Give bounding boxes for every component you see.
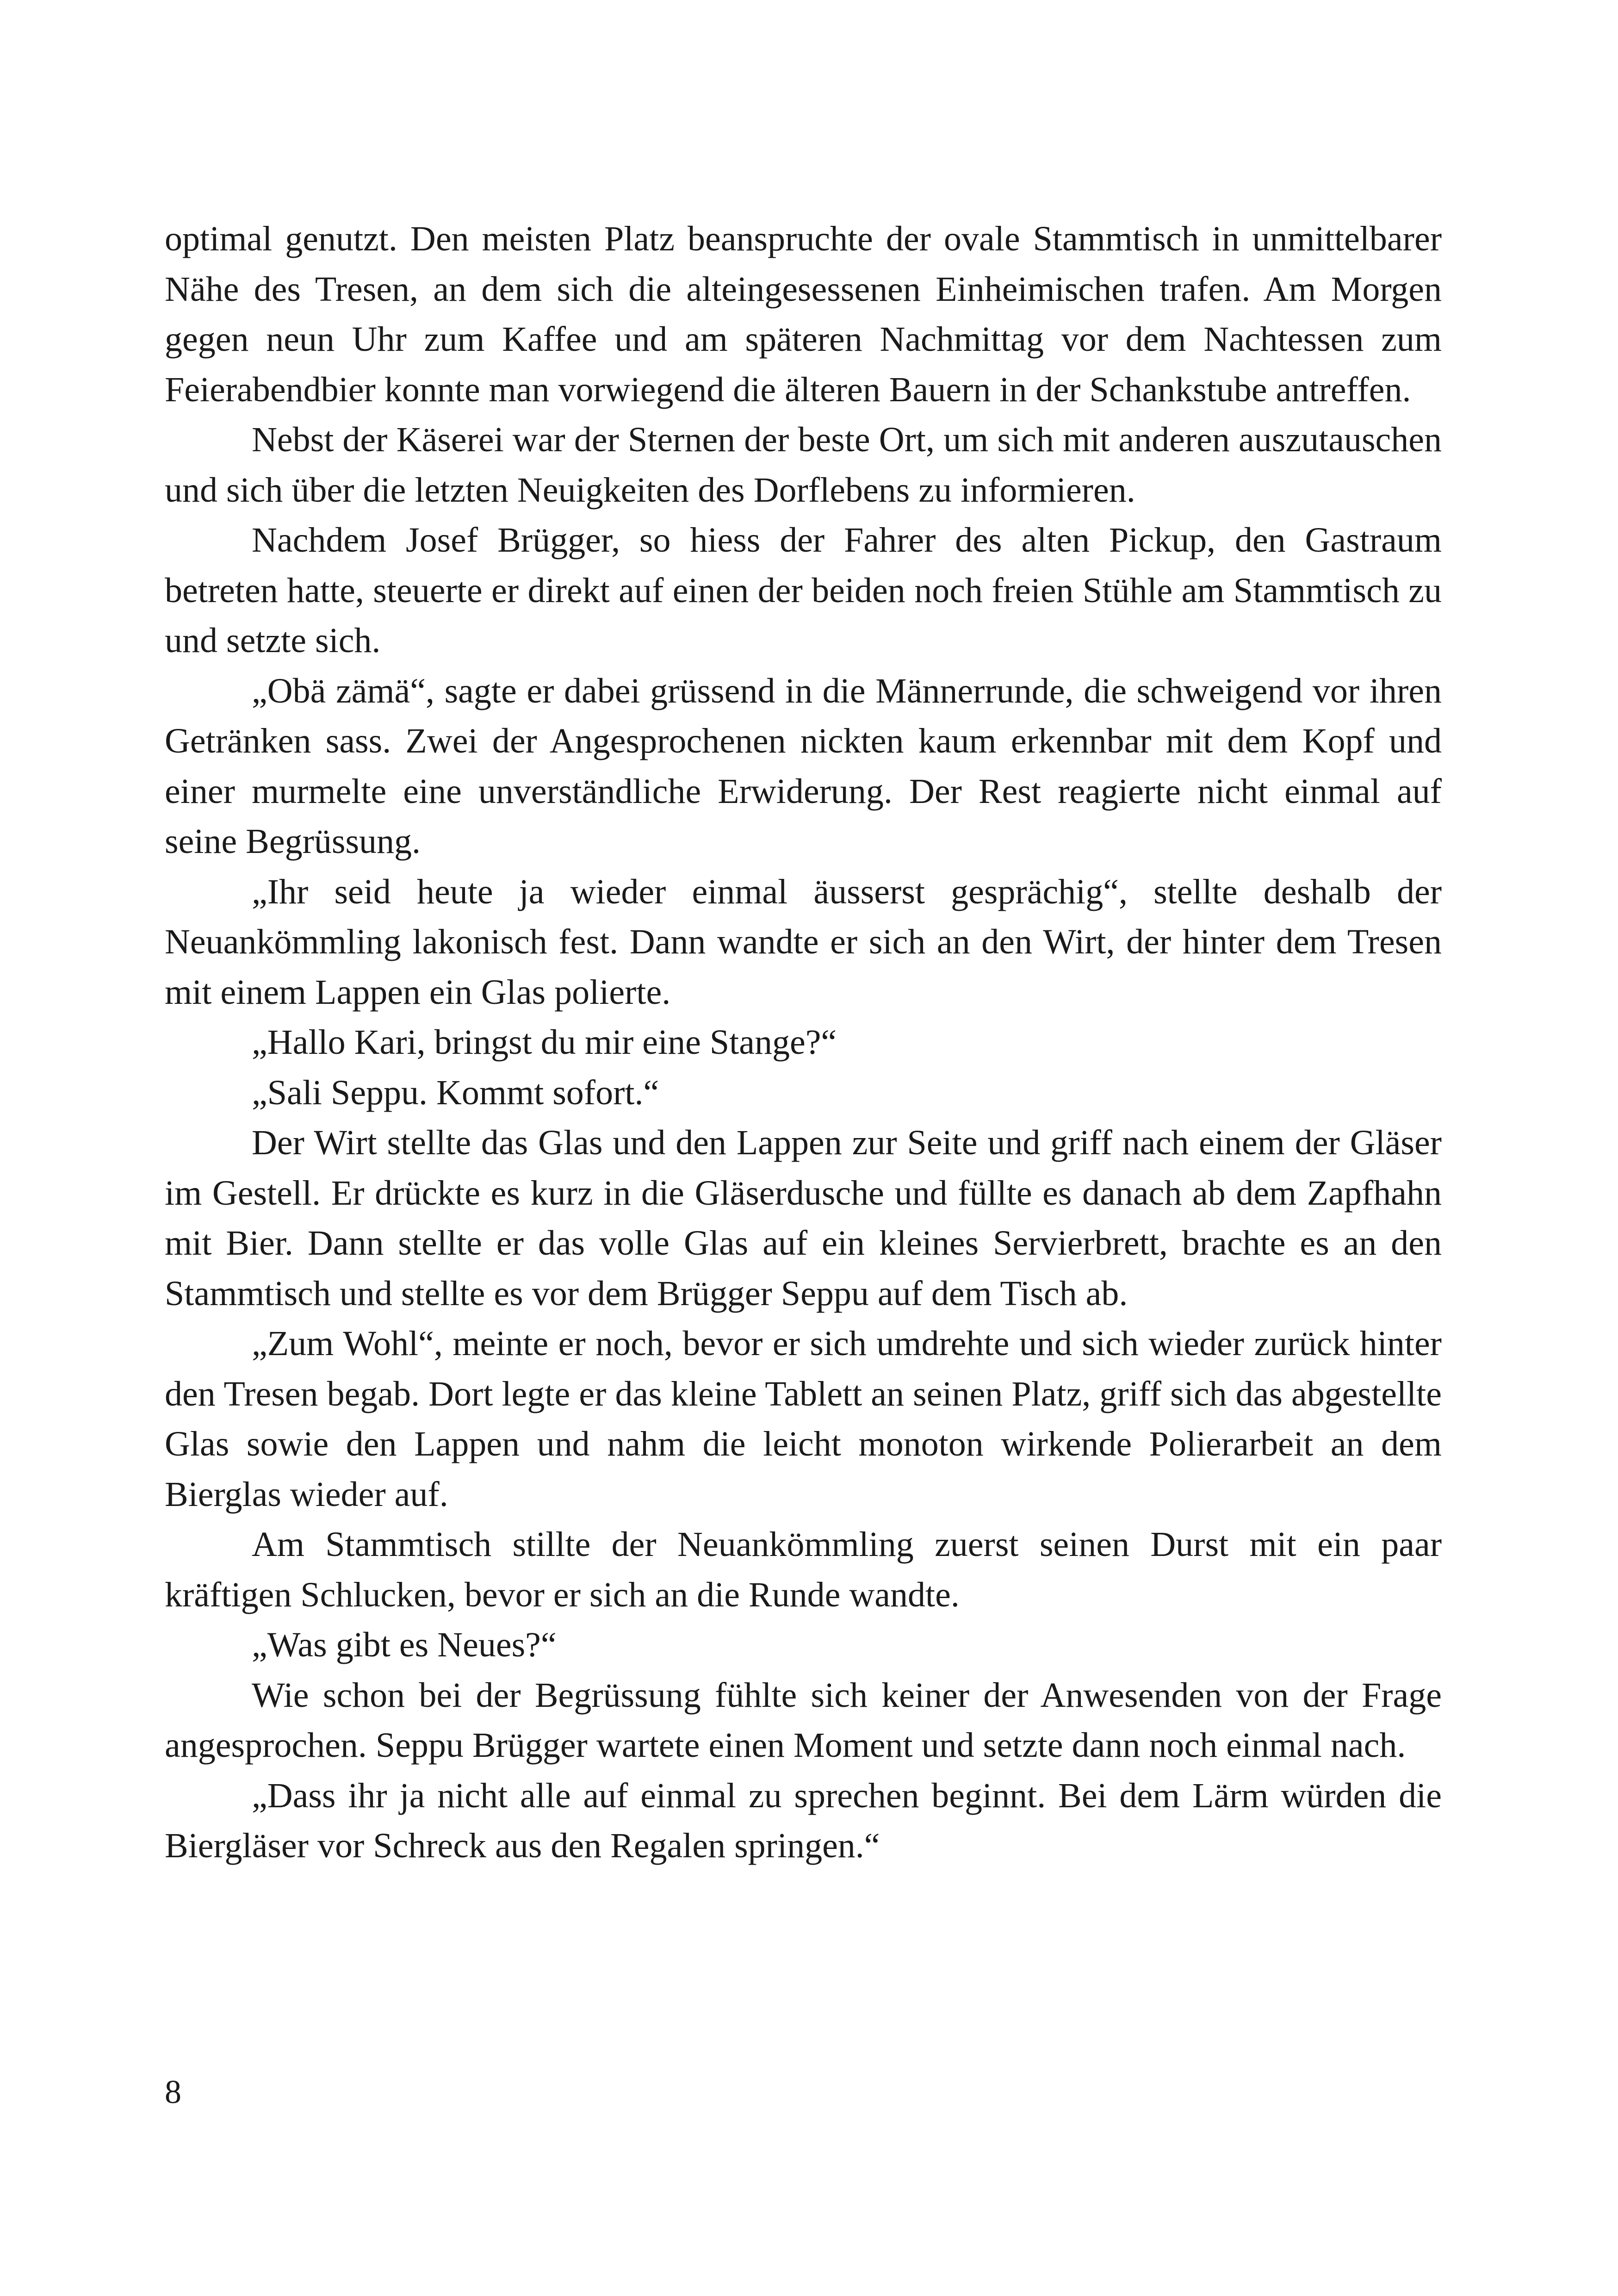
paragraph: optimal genutzt. Den meisten Platz beanspruchte der ovale Stammtisch in unmittelbarer Nähe des Tresen, an dem sich die alteingesessenen Einheimischen trafen. Am Morgen gegen neun Uhr zum Kaffee und am späteren Nachmittag vor dem Nachtessen zum Feierabendbier konnte man vorwiegend die älteren Bauern in der Schankstube antreffen. (165, 219, 1442, 409)
body-text (165, 214, 1442, 1871)
paragraph: „Dass ihr ja nicht alle auf einmal zu sprechen beginnt. Bei dem Lärm würden die Biergläser vor Schreck aus den Regalen springen.“ (165, 1776, 1442, 1865)
paragraph: „Zum Wohl“, meinte er noch, bevor er sich umdrehte und sich wieder zurück hinter den Tresen begab. Dort legte er das kleine Tablett an seinen Platz, griff sich das abgestellte Glas sowie den Lappen und nahm die leicht monoton wirkende Polierarbeit an dem Bierglas wieder auf. (165, 1324, 1442, 1514)
paragraph: „Ihr seid heute ja wieder einmal äusserst gesprächig“, stellte deshalb der Neuankömmling lakonisch fest. Dann wandte er sich an den Wirt, der hinter dem Tresen mit einem Lappen ein Glas polierte. (165, 872, 1442, 1012)
page-number: 8 (165, 2073, 181, 2110)
paragraph: „Obä zämä“, sagte er dabei grüssend in die Männerrunde, die schweigend vor ihren Getränken sass. Zwei der Angesprochenen nickten kaum erkennbar mit dem Kopf und einer murmelte eine unverständliche Erwiderung. Der Rest reagierte nicht einmal auf seine Begrüssung. (165, 671, 1442, 861)
paragraph: Wie schon bei der Begrüssung fühlte sich keiner der Anwesenden von der Frage angesprochen. Seppu Brügger wartete einen Moment und setzte dann noch einmal nach. (165, 1675, 1442, 1765)
paragraph: Der Wirt stellte das Glas und den Lappen zur Seite und griff nach einem der Gläser im Gestell. Er drückte es kurz in die Gläserdusche und füllte es danach ab dem Zapfhahn mit Bier. Dann stellte er das volle Glas auf ein kleines Servierbrett, brachte es an den Stammtisch und stellte es vor dem Brügger Seppu auf dem Tisch ab. (165, 1123, 1442, 1313)
paragraph: „Hallo Kari, bringst du mir eine Stange?“ (252, 1023, 837, 1062)
paragraph: Am Stammtisch stillte der Neuankömmling zuerst seinen Durst mit ein paar kräftigen Schlucken, bevor er sich an die Runde wandte. (165, 1525, 1442, 1614)
paragraph: Nachdem Josef Brügger, so hiess der Fahrer des alten Pickup, den Gastraum betreten hatte, steuerte er direkt auf einen der beiden noch freien Stühle am Stammtisch zu und setzte sich. (165, 521, 1442, 660)
paragraph: „Sali Seppu. Kommt sofort.“ (252, 1073, 659, 1112)
paragraph: Nebst der Käserei war der Sternen der beste Ort, um sich mit anderen auszutauschen und sich über die letzten Neuigkeiten des Dorflebens zu informieren. (165, 420, 1442, 510)
paragraph: „Was gibt es Neues?“ (252, 1625, 557, 1664)
